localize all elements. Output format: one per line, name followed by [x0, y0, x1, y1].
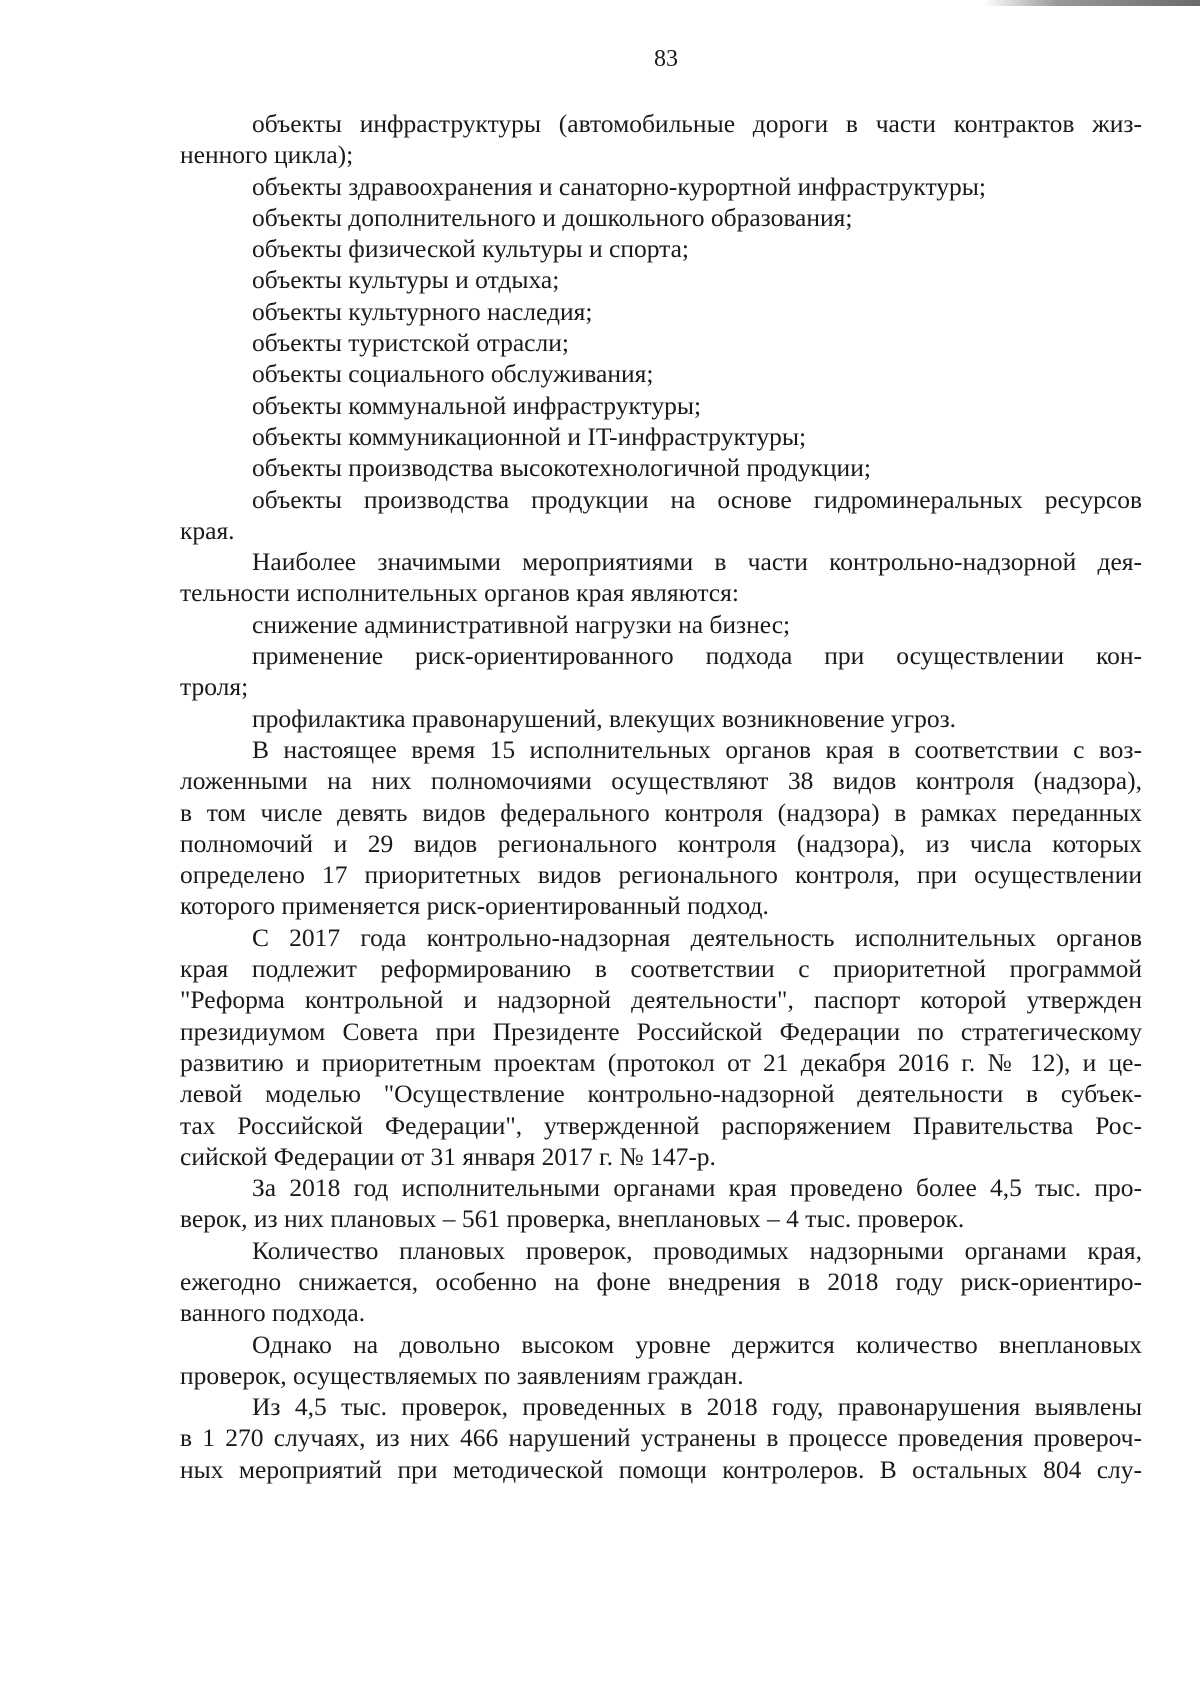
text-line: Количество плановых проверок, проводимых надзорными органами края,	[252, 1235, 1142, 1265]
text-line: левой моделью "Осуществление контрольно-надзорной деятельности в субъек-	[180, 1079, 1142, 1109]
text-line: края подлежит реформированию в соответствии с приоритетной программой	[180, 954, 1142, 984]
text-line: президиумом Совета при Президенте Российской Федерации по стратегическому	[180, 1016, 1142, 1046]
text-line: полномочий и 29 видов регионального контроля (надзора), из числа которых	[180, 828, 1142, 858]
text-line: ложенными на них полномочиями осуществляют 38 видов контроля (надзора),	[180, 766, 1142, 796]
text-line: края.	[180, 515, 235, 545]
page-body	[180, 108, 1142, 1485]
text-line: В настоящее время 15 исполнительных органов края в соответствии с воз-	[252, 734, 1142, 764]
text-line: ненного цикла);	[180, 140, 354, 170]
text-line: снижение административной нагрузки на бизнес;	[252, 609, 791, 639]
text-line: объекты здравоохранения и санаторно-курортной инфраструктуры;	[252, 171, 986, 201]
text-line: верок, из них плановых – 561 проверка, внеплановых – 4 тыс. проверок.	[180, 1204, 965, 1234]
text-line: объекты коммуникационной и IT-инфраструктуры;	[252, 421, 807, 451]
text-line: проверок, осуществляемых по заявлениям граждан.	[180, 1360, 744, 1390]
text-line: Наиболее значимыми мероприятиями в части контрольно-надзорной дея-	[252, 547, 1142, 577]
text-line: объекты производства высокотехнологичной продукции;	[252, 453, 871, 483]
text-line: профилактика правонарушений, влекущих возникновение угроз.	[252, 703, 957, 733]
text-line: сийской Федерации от 31 января 2017 г. № 147-р.	[180, 1141, 716, 1171]
text-line: объекты культурного наследия;	[252, 296, 593, 326]
scan-edge	[0, 0, 1200, 6]
text-line: в 1 270 случаях, из них 466 нарушений устранены в процессе проведения провероч-	[180, 1423, 1142, 1453]
text-line: "Реформа контрольной и надзорной деятельности", паспорт которой утвержден	[180, 985, 1142, 1015]
text-line: объекты инфраструктуры (автомобильные дороги в части контрактов жиз-	[252, 109, 1142, 138]
text-line: ванного подхода.	[180, 1298, 366, 1328]
text-line: которого применяется риск-ориентированный подход.	[180, 891, 769, 921]
text-line: в том числе девять видов федерального контроля (надзора) в рамках переданных	[180, 797, 1142, 827]
text-line: объекты дополнительного и дошкольного образования;	[252, 202, 853, 232]
text-line: С 2017 года контрольно-надзорная деятельность исполнительных органов	[252, 922, 1142, 952]
text-line: объекты культуры и отдыха;	[252, 265, 560, 295]
text-line: тах Российской Федерации", утвержденной распоряжением Правительства Рос-	[180, 1110, 1142, 1140]
text-line: объекты физической культуры и спорта;	[252, 234, 690, 264]
page-number: 83	[654, 46, 678, 72]
text-line: объекты социального обслуживания;	[252, 359, 654, 389]
text-line: Однако на довольно высоком уровне держится количество внеплановых	[252, 1329, 1142, 1359]
text-line: За 2018 год исполнительными органами края проведено более 4,5 тыс. про-	[252, 1173, 1142, 1203]
text-line: определено 17 приоритетных видов регионального контроля, при осуществлении	[180, 860, 1142, 890]
text-line: объекты туристской отрасли;	[252, 328, 569, 358]
text-line: Из 4,5 тыс. проверок, проведенных в 2018 году, правонарушения выявлены	[252, 1392, 1142, 1422]
text-line: развитию и приоритетным проектам (протокол от 21 декабря 2016 г. № 12), и це-	[180, 1047, 1142, 1077]
text-line: троля;	[180, 672, 249, 702]
text-line: объекты коммунальной инфраструктуры;	[252, 390, 702, 420]
text-line: применение риск-ориентированного подхода при осуществлении кон-	[252, 641, 1142, 671]
text-line: тельности исполнительных органов края являются:	[180, 578, 739, 608]
text-line: ных мероприятий при методической помощи контролеров. В остальных 804 слу-	[180, 1454, 1142, 1484]
text-line: ежегодно снижается, особенно на фоне внедрения в 2018 году риск-ориентиро-	[180, 1266, 1142, 1296]
text-line: объекты производства продукции на основе гидроминеральных ресурсов	[252, 484, 1142, 514]
